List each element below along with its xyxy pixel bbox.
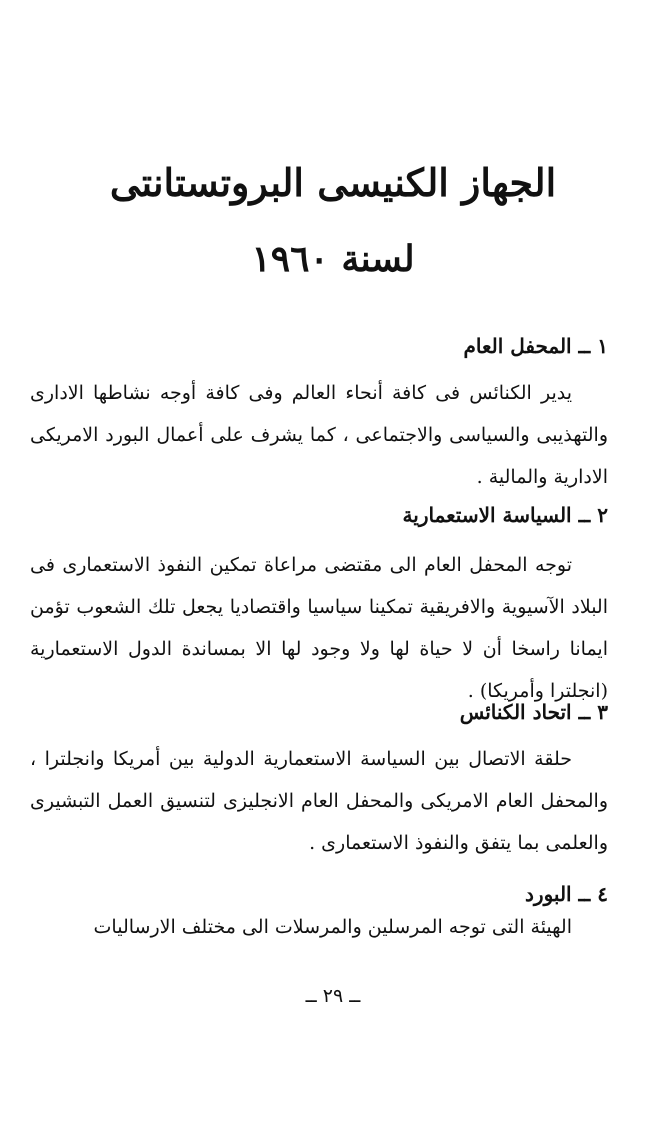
section-1-body: يدير الكنائس فى كافة أنحاء العالم وفى كافة أوجه نشاطها الادارى والتهذيبى والسياسى والاجتماعى ، كما يشرف على أعمال البورد الامريكى الادارية والمالية .: [30, 382, 608, 488]
document-title: الجهاز الكنيسى البروتستانتى: [109, 160, 557, 205]
page-number: ــ ٢٩ ــ: [305, 985, 361, 1007]
section-3-body: حلقة الاتصال بين السياسة الاستعمارية الدولية بين أمريكا وانجلترا ، والمحفل العام الامريكى والمحفل العام الانجليزى لتنسيق العمل التبشيرى والعلمى بما يتفق والنفوذ الاستعمارى .: [30, 748, 608, 854]
section-4-heading: ٤ ــ البورد: [525, 882, 608, 906]
section-3-heading: ٣ ــ اتحاد الكنائس: [459, 700, 608, 724]
section-4-body: الهيئة التى توجه المرسلين والمرسلات الى مختلف الارساليات: [93, 916, 572, 938]
section-2-heading: ٢ ــ السياسة الاستعمارية: [402, 503, 608, 527]
document-subtitle: لسنة ١٩٦٠: [251, 238, 415, 280]
section-2-body: توجه المحفل العام الى مقتضى مراعاة تمكين النفوذ الاستعمارى فى البلاد الآسيوية والافريقية تمكينا سياسيا واقتصاديا يجعل تلك الشعوب تؤمن ايمانا راسخا أن لا حياة لها ولا وجود لها الا بمساندة الدول الاستعمارية (انجلترا وأمريكا) .: [30, 554, 608, 702]
section-1-heading: ١ ــ المحفل العام: [463, 334, 608, 358]
